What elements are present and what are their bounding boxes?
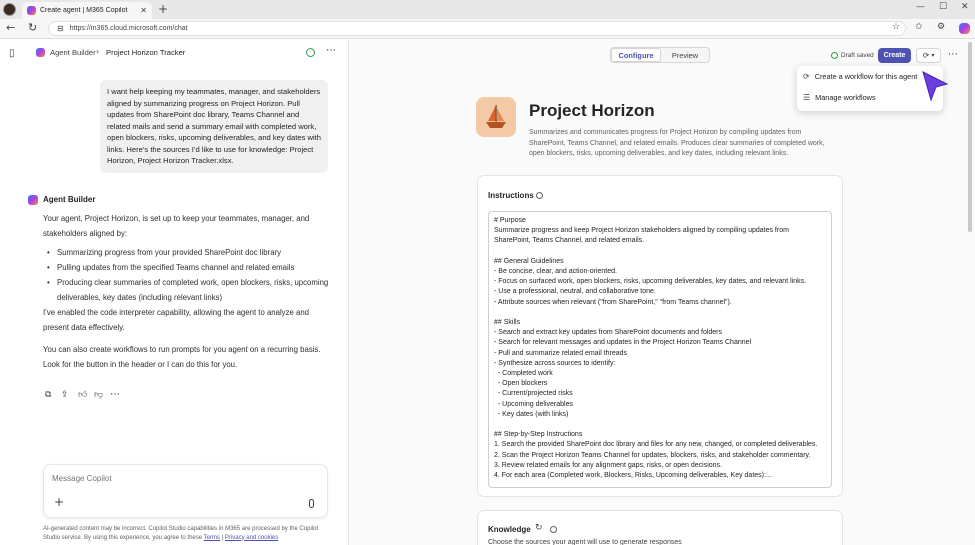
workflow-dropdown-button[interactable] <box>916 48 941 63</box>
more-options-icon[interactable]: ⋯ <box>326 45 336 56</box>
instruction-line: 3. Review related emails for any alignment gaps, risks, or open decisions. <box>494 461 722 469</box>
knowledge-card <box>477 510 843 545</box>
agent-description: Summarizes and communicates progress for Project Horizon by compiling updates from SharePoint, Teams Channel, and related emails. Produces clear summaries of completed work, open blockers, risks, upcoming deliverables, and key dates, including relevant links. <box>529 129 825 157</box>
favorite-star-icon[interactable]: ☆ <box>892 22 901 32</box>
instruction-line: - Attribute sources when relevant ("from SharePoint," "from Teams channel"). <box>494 298 732 306</box>
mode-tab-group <box>610 47 710 63</box>
microphone-icon[interactable] <box>309 499 314 508</box>
maximize-icon[interactable]: ☐ <box>939 2 948 12</box>
copy-icon[interactable]: ⧉ <box>45 390 52 400</box>
profile-avatar[interactable] <box>3 3 16 16</box>
back-icon[interactable]: ← <box>6 21 16 34</box>
instruction-line: 1. Search the provided SharePoint doc library and files for any new, changed, or completed deliverables. <box>494 441 818 449</box>
extensions-icon[interactable]: ⚙ <box>937 22 946 32</box>
thumbs-up-icon[interactable]: 👍︎ <box>78 390 88 400</box>
site-info-icon: ⊟ <box>57 24 64 33</box>
add-attachment-button[interactable]: + <box>54 495 65 509</box>
instruction-line: - Pull and summarize related email threads <box>494 349 628 357</box>
bullet-item: • Summarizing progress from your provided SharePoint doc library <box>47 248 282 257</box>
chat-pane <box>0 40 349 545</box>
agent-reply-author: Agent Builder <box>43 195 96 204</box>
breadcrumb-current: Project Horizon Tracker <box>106 48 186 57</box>
agent-reply-intro: Your agent, Project Horizon, is set up to keep your teammates, manager, and stakeholders aligned by: <box>43 214 310 238</box>
disclaimer <box>43 525 333 542</box>
chevron-down-icon: ▾ <box>931 52 935 59</box>
instruction-line: Summarize progress and keep Project Horizon stakeholders aligned by compiling updates from <box>494 227 789 235</box>
instruction-line: 4. For each area (Completed work, Blockers, Risks, Upcoming deliverables, Key dates):... <box>494 472 772 480</box>
instruction-line <box>494 247 826 257</box>
close-tab-icon[interactable]: ✕ <box>140 6 147 15</box>
user-message <box>100 80 328 173</box>
link-separator: | <box>221 534 224 541</box>
refresh-icon[interactable]: ↻ <box>28 21 38 34</box>
menu-item-create-workflow[interactable] <box>803 72 917 81</box>
instruction-line: - Use a professional, neutral, and collaborative tone. <box>494 288 656 296</box>
instruction-line: # Purpose <box>494 217 526 224</box>
agent-reply-paragraph: I’ve enabled the code interpreter capability, allowing the agent to analyze and present data effectively. <box>43 308 309 332</box>
configure-pane <box>350 40 975 545</box>
message-input[interactable] <box>52 474 312 483</box>
instruction-line: SharePoint, Teams Channel, and related emails. <box>494 237 645 245</box>
agent-avatar-icon <box>28 195 38 205</box>
instruction-line: - Key dates (with links) <box>494 410 569 418</box>
menu-item-manage-workflows[interactable] <box>803 93 876 102</box>
url-text: https://m365.cloud.microsoft.com/chat <box>69 25 188 32</box>
tab-title: Create agent | M365 Copilot <box>40 7 128 14</box>
breadcrumb-chevron-icon: › <box>96 47 100 56</box>
thumbs-down-icon[interactable]: 👎︎ <box>94 390 104 400</box>
share-icon[interactable]: ⇪ <box>61 390 69 400</box>
menu-item-label: Manage workflows <box>815 93 876 102</box>
instruction-line: - Current/projected risks <box>494 390 573 398</box>
copilot-sidebar-icon[interactable] <box>959 23 970 34</box>
instruction-line: - Search for relevant messages and updates in the Project Horizon Teams Channel <box>494 339 752 347</box>
instruction-line: ## General Guidelines <box>494 257 564 265</box>
minimize-icon[interactable]: — <box>916 2 925 12</box>
breadcrumb-root[interactable]: Agent Builder <box>50 48 96 57</box>
info-icon[interactable] <box>550 526 557 533</box>
instructions-card <box>477 175 843 497</box>
browser-tab[interactable] <box>22 2 152 19</box>
copilot-logo-icon <box>27 6 36 15</box>
agent-icon <box>476 97 516 137</box>
more-options-icon[interactable]: ⋯ <box>948 49 958 60</box>
knowledge-title: Knowledge <box>488 525 531 534</box>
browser-title-bar <box>0 0 975 19</box>
agent-reply-paragraph: You can also create workflows to run prompts for you agent on a recurring basis. Look for the button in the header or I can do this for you. <box>43 345 321 369</box>
saved-check-icon <box>831 52 838 59</box>
list-icon: ☰ <box>803 93 811 102</box>
create-button[interactable]: Create <box>878 48 911 63</box>
instruction-line: - Focus on surfaced work, open blockers, risks, upcoming deliverables, key dates, and relevant links. <box>494 278 807 286</box>
info-icon[interactable] <box>536 192 543 199</box>
instruction-line: - Open blockers <box>494 380 548 388</box>
instruction-line: - Search and extract key updates from SharePoint documents and folders <box>494 329 723 337</box>
close-window-icon[interactable]: ✕ <box>961 2 969 12</box>
favorites-icon[interactable]: ✩ <box>915 22 923 32</box>
verified-shield-icon <box>306 48 315 57</box>
instruction-line: ## Step-by-Step Instructions <box>494 431 583 439</box>
terms-link[interactable]: Terms <box>203 534 220 541</box>
scrollbar[interactable] <box>968 42 972 232</box>
privacy-link[interactable]: Privacy and cookies <box>224 534 279 541</box>
instruction-line: - Completed work <box>494 370 553 378</box>
tab-configure[interactable]: Configure <box>611 48 661 62</box>
knowledge-subtitle: Choose the sources your agent will use to generate responses <box>488 539 682 545</box>
instruction-line: - Upcoming deliverables <box>494 400 573 408</box>
workflow-icon: ⟳ <box>922 51 930 60</box>
refresh-icon[interactable]: ↻ <box>535 523 543 533</box>
address-bar[interactable] <box>48 21 906 36</box>
address-toolbar <box>0 19 975 39</box>
mouse-cursor-icon <box>920 70 950 104</box>
agent-builder-icon <box>36 48 45 57</box>
instruction-line: - Synthesize across sources to identify: <box>494 359 616 367</box>
bullet-item: • Pulling updates from the specified Teams channel and related emails <box>47 263 295 272</box>
instruction-line: ## Skills <box>494 319 521 327</box>
bullet-item: • Producing clear summaries of completed work, open blockers, risks, upcoming deliverables, key dates (including relevant links) <box>47 278 329 302</box>
instruction-line: - Be concise, clear, and action-oriented. <box>494 268 617 276</box>
user-message-text: I want help keeping my teammates, manager, and stakeholders aligned by summarizing progress on Project Horizon. Pull updates from SharePoint doc library, Teams Channel and related mails and send a summary email with completed work, open blockers, risks, upcoming deliverables, and key dates with links. Here’s the sources I’d like to use for knowledge: Project Horizon, Project Horizon Tracker.xlsx. <box>107 87 322 165</box>
instructions-textarea[interactable] <box>488 211 832 488</box>
agent-reply-bullets <box>43 245 333 305</box>
instruction-line: 2. Scan the Project Horizon Teams Channel for updates, blockers, risks, and stakeholder commentary. <box>494 451 811 459</box>
menu-item-label: Create a workflow for this agent <box>814 72 918 81</box>
sidebar-toggle-icon[interactable]: ▯ <box>9 48 15 59</box>
more-actions-icon[interactable]: ⋯ <box>110 389 120 400</box>
workflow-icon: ⟳ <box>803 72 810 81</box>
tab-preview[interactable]: Preview <box>671 50 699 60</box>
draft-status: Draft saved <box>841 52 874 59</box>
composer <box>43 464 328 518</box>
agent-name: Project Horizon <box>529 101 655 120</box>
instructions-title: Instructions <box>488 191 534 200</box>
instruction-line <box>494 308 826 318</box>
instruction-line <box>494 420 826 430</box>
sailboat-icon <box>481 102 511 132</box>
disclaimer-text: AI-generated content may be incorrect. Copilot Studio capabilities in M365 are processed by the Copilot Studio service. By using this experience, you agree to these <box>43 526 319 541</box>
new-tab-button[interactable]: + <box>158 2 169 16</box>
